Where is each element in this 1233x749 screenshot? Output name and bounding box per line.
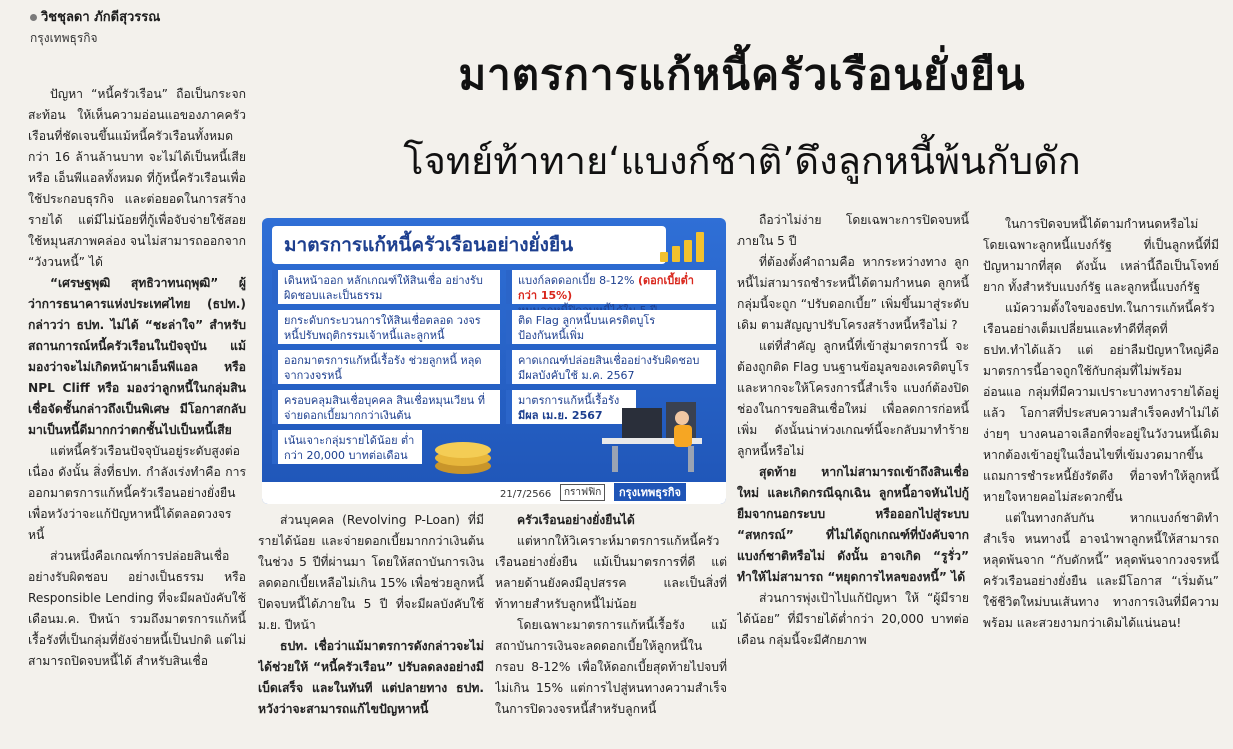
- info-left-item: ยกระดับกระบวนการให้สินเชื่อตลอด วงจรหนี้ปรับพฤติกรรมเจ้าหนี้และลูกหนี้: [272, 310, 500, 344]
- info-right-item: มาตรการแก้หนี้เรื้อรัง มีผล เม.ย. 2567: [506, 390, 636, 424]
- info-left-item: เน้นเจาะกลุ่มรายได้น้อย ต่ำกว่า 20,000 บาทต่อเดือน: [272, 430, 422, 464]
- article-column-5: [983, 214, 1219, 744]
- info-left-item: ออกมาตรการแก้หนี้เรื้อรัง ช่วยลูกหนี้ หลุดจากวงจรหนี้: [272, 350, 500, 384]
- info-left-item: ครอบคลุมสินเชื่อบุคคล สินเชื่อหมุนเวียน ที่จ่ายดอกเบี้ยมากกว่าเงินต้น: [272, 390, 500, 424]
- infographic-title: มาตรการแก้หนี้ครัวเรือนอย่างยั่งยืน: [272, 226, 666, 264]
- article-paragraph: สุดท้าย หากไม่สามารถเข้าถึงสินเชื่อใหม่ และเกิดกรณีฉุกเฉิน ลูกหนี้อาจหันไปกู้ยืมจากนอกระบบ หรือออกไปสู่ระบบ “สหกรณ์” ที่ไม่ได้ถูกเกณฑ์ที่บังคับจากแบงก์ชาติหรือไม่ ดังนั้น อาจเกิด “รูรั่ว” ทำให้ไม่สามารถ “หยุดการไหลของหนี้” ได้: [737, 465, 969, 584]
- info-right-item: แบงก์ลดดอกเบี้ย 8-12% (ดอกเบี้ยต่ำกว่า 15%): [506, 270, 716, 304]
- info-left-item: เดินหน้าออก หลักเกณฑ์ให้สินเชื่อ อย่างรับผิดชอบและเป็นธรรม: [272, 270, 500, 304]
- article-paragraph: ส่วนการพุ่งเป้าไปแก้ปัญหา ให้ “ผู้มีรายได้น้อย” ที่มีรายได้ต่ำกว่า 20,000 บาทต่อเดือน กลุ่มนี้จะมีศักยภาพ: [737, 591, 969, 647]
- article-paragraph: ในการปิดจบหนี้ได้ตามกำหนดหรือไม่ โดยเฉพาะลูกหนี้แบงก์รัฐ ที่เป็นลูกหนี้ที่มีปัญหามากที่สุด ดังนั้น เหล่านี้ถือเป็นโจทย์ยาก ทั้งสำหรับแบงก์รัฐ และลูกหนี้แบงก์รัฐ: [983, 217, 1219, 294]
- infographic-date: 21/7/2566: [500, 489, 552, 500]
- infographic-brand: กรุงเทพธุรกิจ: [614, 483, 686, 501]
- article-paragraph: แม้ความตั้งใจของธปท.ในการแก้หนี้ครัวเรือนอย่างเต็มเปลี่ยนและทำดีที่สุดที่ธปท.ทำได้แล้ว แต่ อย่าลืมปัญหาใหญ่คือมาตรการนี้อาจถูกใช้กับกลุ่มที่ไม่พร้อม อ่อนแอ กลุ่มที่มีความเปราะบางทางรายได้อยู่แล้ว โอกาสที่ประสบความสำเร็จคงทำไม่ได้ง่ายๆ บางคนอาจเลือกที่จะอยู่ในวังวนหนี้เดิม หากต้องเข้าอยู่ในเงื่อนไขที่เข้มงวดมากขึ้น แถมการชำระหนี้ยังรัดตึง ที่อาจทำให้ลูกหนี้หายใจหายคอไม่สะดวกขึ้น: [983, 301, 1219, 504]
- article-paragraph: โดยเฉพาะมาตรการแก้หนี้เรื้อรัง แม้สถาบันการเงินจะลดดอกเบี้ยให้ลูกหนี้ในกรอบ 8-12% เพื่อให้ดอกเบี้ยสุดท้ายไปจบที่ไม่เกิน 15% แต่การไปสู่หนทางความสำเร็จในการปิดวงจรหนี้สำหรับลูกหนี้: [495, 618, 727, 716]
- info-right-item: คาดเกณฑ์ปล่อยสินเชื่ออย่างรับผิดชอบ มีผลบังคับใช้ ม.ค. 2567: [506, 350, 716, 384]
- headline: มาตรการแก้หนี้ครัวเรือนยั่งยืน: [458, 50, 1026, 99]
- info-right-item: ติด Flag ลูกหนี้บนเครดิตบูโร ป้องกันหนี้เพิ่ม: [506, 310, 716, 344]
- infographic: [262, 218, 726, 504]
- article-paragraph: แต่หากให้วิเคราะห์มาตรการแก้หนี้ครัวเรือนอย่างยั่งยืน แม้เป็นมาตรการที่ดี แต่หลายด้านยังคงมีอุปสรรค และเป็นสิ่งที่ท้าทายสำหรับลูกหนี้ไม่น้อย: [495, 534, 727, 611]
- article-paragraph: แต่ในทางกลับกัน หากแบงก์ชาติทำสำเร็จ หนทางนี้ อาจนำพาลูกหนี้ให้สามารถหลุดพ้นจาก “กับดักหนี้” หลุดพ้นจากวงจรหนี้ครัวเรือนอย่างยั่งยืน และมีโอกาส “เริ่มต้น” ใช้ชีวิตใหม่บนเส้นทาง ทางการเงินที่มีความพร้อม และสวยงามกว่าเดิมได้แน่นอน!: [983, 511, 1219, 630]
- coin-stack-illustration: [428, 428, 498, 478]
- author-name: วิชชุลดา ภักดีสุวรรณ: [41, 10, 161, 25]
- article-paragraph: ถือว่าไม่ง่าย โดยเฉพาะการปิดจบหนี้ภายใน 5 ปี: [737, 213, 969, 248]
- article-paragraph: แต่หนี้ครัวเรือนปัจจุบันอยู่ระดับสูงต่อเนื่อง ดังนั้น สิ่งที่ธปท. กำลังเร่งทำคือ การออกมาตรการแก้หนี้ครัวเรือนอย่างยั่งยืน เพื่อหวังว่าจะแก้ปัญหาหนี้ได้ตลอดวงจรหนี้: [28, 444, 246, 542]
- article-paragraph: ที่ต้องตั้งคำถามคือ หากระหว่างทาง ลูกหนี้ไม่สามารถชำระหนี้ได้ตามกำหนด ลูกหนี้กลุ่มนี้จะถูก “ปรับดอกเบี้ย” เพิ่มขึ้นมาสู่ระดับเดิม ตามสัญญาปรับโครงสร้างหนี้หรือไม่ ?: [737, 255, 969, 332]
- byline: [30, 8, 160, 48]
- article-paragraph: ธปท. เชื่อว่าแม้มาตรการดังกล่าวจะไม่ได้ช่วยให้ “หนี้ครัวเรือน” ปรับลดลงอย่างมีเบ็ดเสร็จ และในทันที แต่ปลายทาง ธปท. หวังว่าจะสามารถแก้ไขปัญหาหนี้: [258, 639, 484, 716]
- subheadline: โจทย์ท้าทาย‘แบงก์ชาติ’ดึงลูกหนี้พ้นกับดัก: [403, 139, 1081, 183]
- bullet-icon: [30, 14, 37, 21]
- article-column-3: [495, 510, 727, 745]
- article-paragraph: ครัวเรือนอย่างยั่งยืนได้: [517, 513, 635, 527]
- article-column-1: [28, 84, 246, 744]
- infographic-credit: กราฟฟิก: [560, 484, 605, 501]
- article-paragraph: ส่วนหนึ่งคือเกณฑ์การปล่อยสินเชื่ออย่างรับผิดชอบ อย่างเป็นธรรม หรือ Responsible Lending ที่จะมีผลบังคับใช้เดือนม.ค. ปีหน้า รวมถึงมาตรการแก้หนี้เรื้อรังที่เป็นกลุ่มที่ยังจ่ายหนี้เป็นปกติ แต่ไม่สามารถปิดจบหนี้ได้ สำหรับสินเชื่อ: [28, 549, 246, 668]
- article-paragraph: ส่วนบุคคล (Revolving P-Loan) ที่มีรายได้น้อย และจ่ายดอกเบี้ยมากกว่าเงินต้นในช่วง 5 ปีที่ผ่านมา โดยให้สถาบันการเงินลดดอกเบี้ยเหลือไม่เกิน 15% เพื่อช่วยลูกหนี้ปิดจบหนี้ได้ภายใน 5 ปี ที่จะมีผลบังคับใช้ม.ย. ปีหน้า: [258, 513, 484, 632]
- article-paragraph: “เศรษฐพุฒิ สุทธิวาทนฤพุฒิ” ผู้ว่าการธนาคารแห่งประเทศไทย (ธปท.) กล่าวว่า ธปท. ไม่ได้ “ชะล่าใจ” สำหรับสถานการณ์หนี้ครัวเรือนในปัจจุบัน แม้มองว่าจะไม่เกิดหน้าผาเอ็นพีแอล หรือ NPL Cliff หรือ มองว่าลูกหนี้ในกลุ่มสินเชื่อจัดชั้นกล่าวถึงเป็นพิเศษ มีโอกาสกลับมาเป็นหนี้ดีมากกว่าตกชั้นไปเป็นหนี้เสีย: [28, 276, 246, 437]
- article-paragraph: แต่ที่สำคัญ ลูกหนี้ที่เข้าสู่มาตรการนี้ จะต้องถูกติด Flag บนฐานข้อมูลของเครดิตบูโร และหากจะให้โครงการนี้สำเร็จ แบงก์ต้องปิดช่องในการขอสินเชื่อใหม่ เพื่อลดการก่อหนี้เพิ่ม ดังนั้นน่าห่วงเกณฑ์นี้จะกลับมาทำร้ายลูกหนี้หรือไม่: [737, 339, 969, 458]
- article-column-4: [737, 210, 969, 745]
- outlet-name: กรุงเทพธุรกิจ: [30, 31, 98, 45]
- article-column-2: [258, 510, 484, 745]
- office-worker-illustration: [592, 388, 712, 478]
- bar-chart-icon: [660, 226, 716, 262]
- article-paragraph: ปัญหา “หนี้ครัวเรือน” ถือเป็นกระจกสะท้อน ให้เห็นความอ่อนแอของภาคครัวเรือนที่ชัดเจนขึ้นแม้หนี้ครัวเรือนทั้งหมดกว่า 16 ล้านล้านบาท จะไม่ได้เป็นหนี้เสีย หรือ เอ็นพีแอลทั้งหมด ที่กู้หนี้ครัวเรือนเพื่อใช้ประกอบธุรกิจ และต่อยอดในการสร้างรายได้ แต่มีไม่น้อยที่กู้เพื่อจับจ่ายใช้สอย ใช้หมุนสภาพคล่อง จนไม่สามารถออกจาก “วังวนหนี้” ได้: [28, 87, 246, 269]
